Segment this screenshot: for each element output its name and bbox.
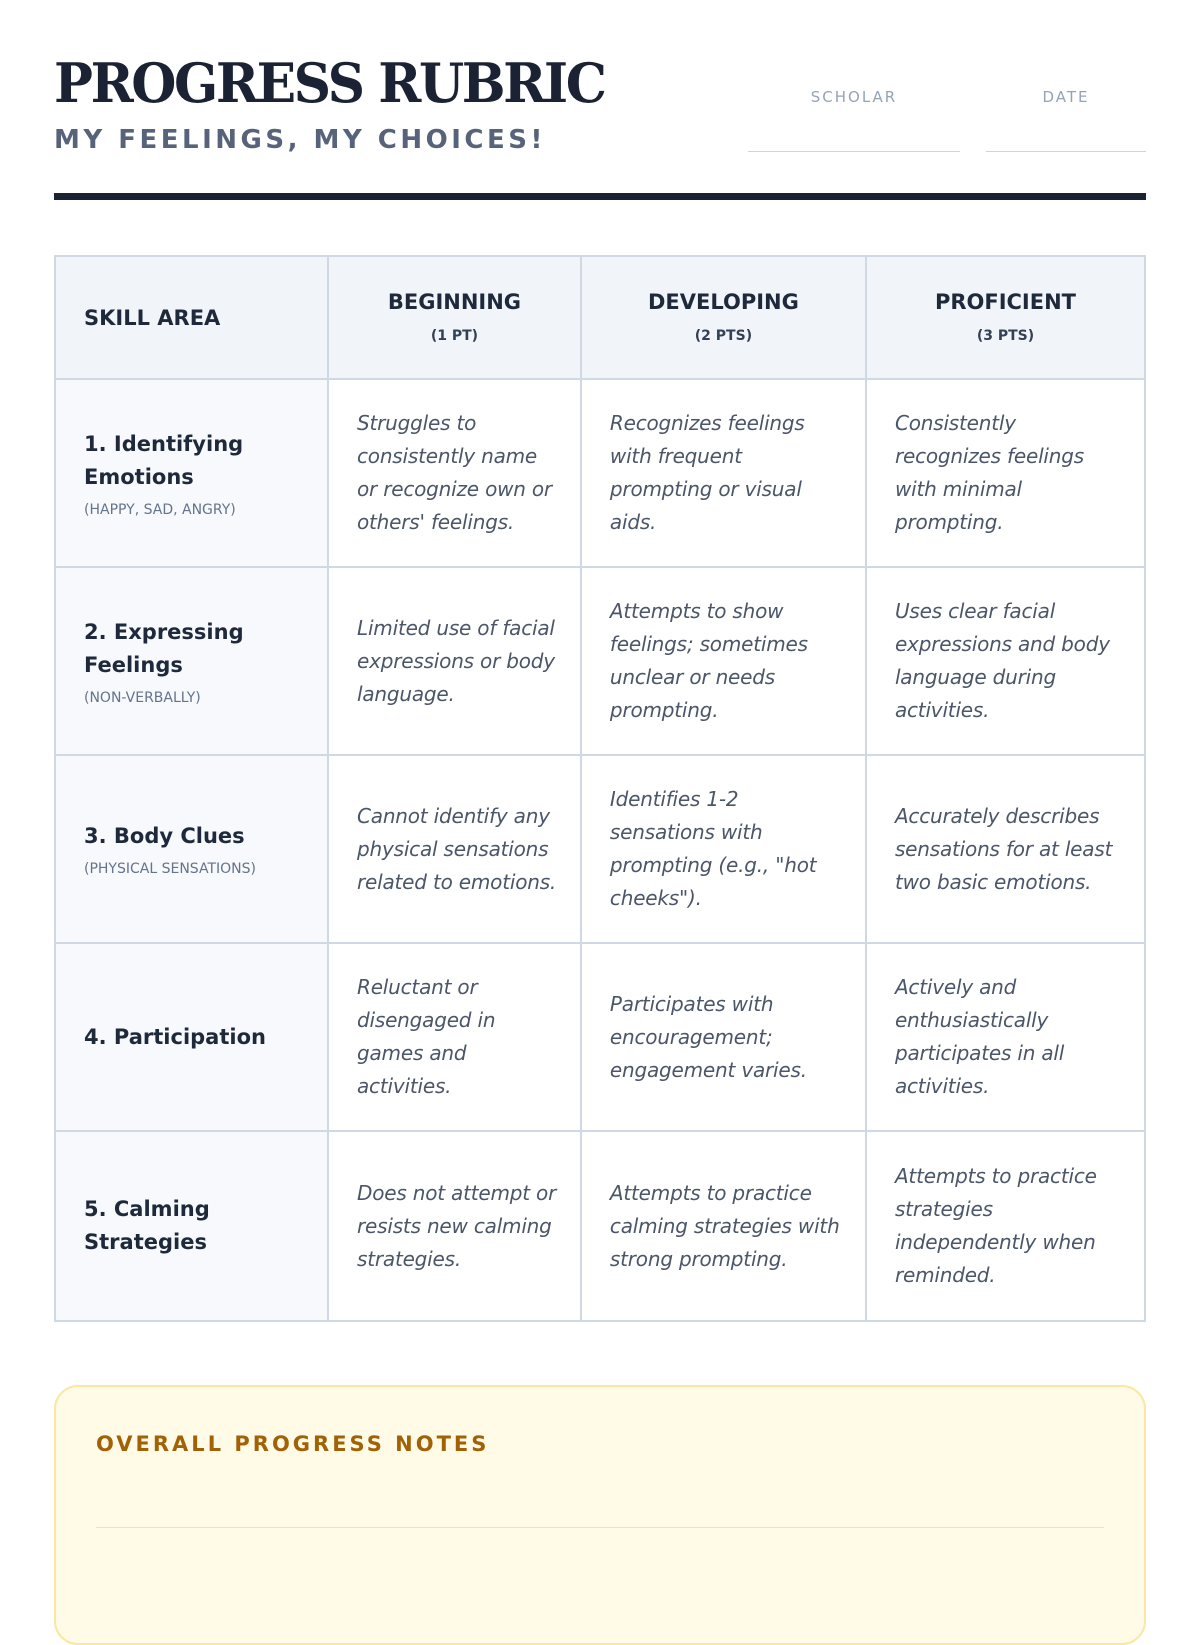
table-row: [55, 379, 1145, 567]
skill-note: (NON-VERBALLY): [84, 689, 201, 706]
column-header-proficient: [866, 256, 1145, 379]
skill-cell: [55, 1131, 328, 1321]
proficient-descriptor: Actively and enthusiastically participates in all activities.: [866, 943, 1145, 1131]
notes-writing-line[interactable]: [96, 1527, 1104, 1528]
beginning-descriptor: Cannot identify any physical sensations related to emotions.: [328, 755, 581, 943]
beginning-descriptor: Does not attempt or resists new calming strategies.: [328, 1131, 581, 1321]
rubric-header-row: [55, 256, 1145, 379]
scholar-input-line[interactable]: [748, 151, 960, 152]
developing-descriptor: Attempts to show feelings; sometimes unclear or needs prompting.: [581, 567, 866, 755]
proficient-label: PROFICIENT: [934, 290, 1076, 314]
column-header-beginning: [328, 256, 581, 379]
proficient-descriptor: Uses clear facial expressions and body language during activities.: [866, 567, 1145, 755]
scholar-field[interactable]: [748, 90, 960, 105]
skill-cell: [55, 943, 328, 1131]
page-title: PROGRESS RUBRIC: [54, 51, 605, 115]
developing-descriptor: Recognizes feelings with frequent prompting or visual aids.: [581, 379, 866, 567]
date-field[interactable]: [986, 90, 1146, 105]
skill-name: 5. Calming Strategies: [84, 1197, 210, 1254]
skill-note: (HAPPY, SAD, ANGRY): [84, 501, 236, 518]
beginning-points: (1 PT): [430, 328, 479, 344]
scholar-label: SCHOLAR: [810, 88, 898, 106]
beginning-descriptor: Struggles to consistently name or recognize own or others' feelings.: [328, 379, 581, 567]
proficient-descriptor: Attempts to practice strategies independently when reminded.: [866, 1131, 1145, 1321]
skill-cell: [55, 567, 328, 755]
skill-cell: [55, 379, 328, 567]
skill-note: (PHYSICAL SENSATIONS): [84, 861, 256, 878]
proficient-points: (3 PTS): [976, 328, 1035, 344]
developing-points: (2 PTS): [694, 328, 753, 344]
beginning-descriptor: Limited use of facial expressions or body language.: [328, 567, 581, 755]
header-divider: [54, 193, 1146, 200]
page-subtitle: MY FEELINGS, MY CHOICES!: [54, 125, 546, 155]
rubric-table: [54, 255, 1146, 1322]
developing-label: DEVELOPING: [647, 290, 799, 314]
developing-descriptor: Attempts to practice calming strategies with strong prompting.: [581, 1131, 866, 1321]
developing-descriptor: Participates with encouragement; engagement varies.: [581, 943, 866, 1131]
developing-descriptor: Identifies 1-2 sensations with prompting (e.g., "hot cheeks").: [581, 755, 866, 943]
skill-cell: [55, 755, 328, 943]
skill-name: 1. Identifying Emotions: [84, 431, 244, 489]
skill-name: 3. Body Clues: [84, 824, 245, 849]
proficient-descriptor: Accurately describes sensations for at least two basic emotions.: [866, 755, 1145, 943]
column-header-developing: [581, 256, 866, 379]
date-input-line[interactable]: [986, 151, 1146, 152]
table-row: [55, 1131, 1145, 1321]
table-row: [55, 943, 1145, 1131]
column-header-skill-area: SKILL AREA: [55, 256, 328, 379]
skill-name: 2. Expressing Feelings: [84, 619, 244, 677]
skill-name: 4. Participation: [84, 1024, 266, 1049]
progress-notes-box[interactable]: [54, 1385, 1146, 1645]
table-row: [55, 755, 1145, 943]
notes-title: OVERALL PROGRESS NOTES: [96, 1432, 490, 1456]
beginning-label: BEGINNING: [387, 290, 522, 314]
table-row: [55, 567, 1145, 755]
beginning-descriptor: Reluctant or disengaged in games and activities.: [328, 943, 581, 1131]
date-label: DATE: [1042, 88, 1090, 106]
proficient-descriptor: Consistently recognizes feelings with minimal prompting.: [866, 379, 1145, 567]
